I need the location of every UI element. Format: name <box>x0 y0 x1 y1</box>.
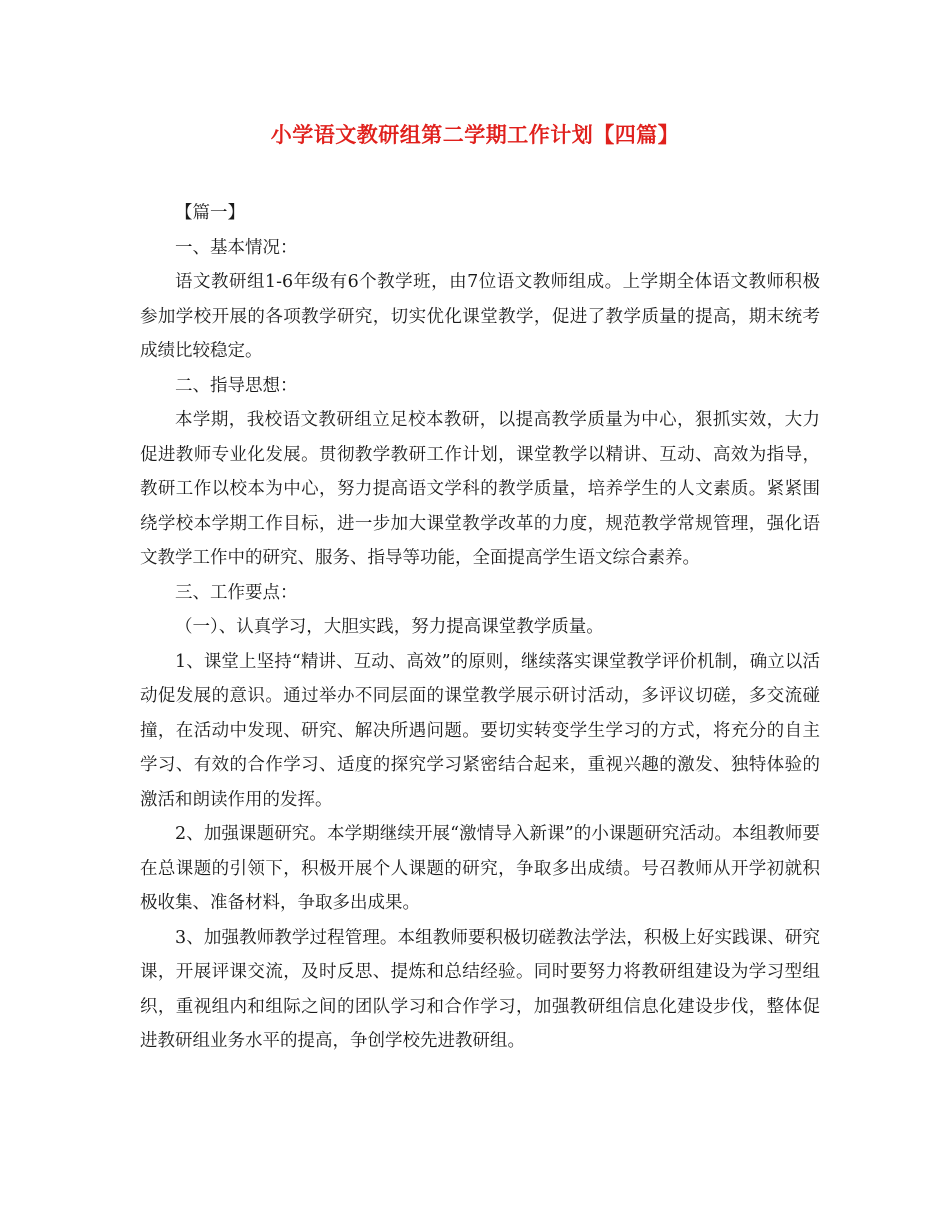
paragraph-point-3: 3、加强教师教学过程管理。本组教师要积极切磋教法学法，积极上好实践课、研究课，开展评课交流，及时反思、提炼和总结经验。同时要努力将教研组建设为学习型组织，重视组内和组际之间的团队学习和合作学习，加强教研组信息化建设步伐，整体促进教研组业务水平的提高，争创学校先进教研组。 <box>140 927 820 1051</box>
document-body <box>140 196 820 1059</box>
heading-guiding-ideology: 二、指导思想： <box>175 375 298 396</box>
heading-basic-situation: 一、基本情况： <box>175 237 298 258</box>
document-title: 小学语文教研组第二学期工作计划【四篇】 <box>270 122 680 147</box>
paragraph-guiding-ideology: 本学期，我校语文教研组立足校本教研，以提高教学质量为中心，狠抓实效，大力促进教师专业化发展。贯彻教学教研工作计划，课堂教学以精讲、互动、高效为指导，教研工作以校本为中心，努力提高语文学科的教学质量，培养学生的人文素质。紧紧围绕学校本学期工作目标，进一步加大课堂教学改革的力度，规范教学常规管理，强化语文教学工作中的研究、服务、指导等功能，全面提高学生语文综合素养。 <box>140 410 820 568</box>
paragraph-point-1: 1、课堂上坚持“精讲、互动、高效”的原则，继续落实课堂教学评价机制，确立以活动促发展的意识。通过举办不同层面的课堂教学展示研讨活动，多评议切磋，多交流碰撞，在活动中发现、研究、解决所遇问题。要切实转变学生学习的方式，将充分的自主学习、有效的合作学习、适度的探究学习紧密结合起来，重视兴趣的激发、独特体验的激活和朗读作用的发挥。 <box>140 651 820 810</box>
paragraph-point-2: 2、加强课题研究。本学期继续开展“激情导入新课”的小课题研究活动。本组教师要在总课题的引领下，积极开展个人课题的研究，争取多出成绩。号召教师从开学初就积极收集、准备材料，争取多出成果。 <box>140 824 820 913</box>
heading-work-points: 三、工作要点： <box>175 582 298 603</box>
paragraph-basic-situation: 语文教研组1-6年级有6个教学班，由7位语文教师组成。上学期全体语文教师积极参加学校开展的各项教学研究，切实优化课堂教学，促进了教学质量的提高，期末统考成绩比较稳定。 <box>140 272 820 361</box>
section-heading: 【篇一】 <box>175 203 245 223</box>
subheading-study-practice: （一）、认真学习，大胆实践，努力提高课堂教学质量。 <box>175 617 604 637</box>
